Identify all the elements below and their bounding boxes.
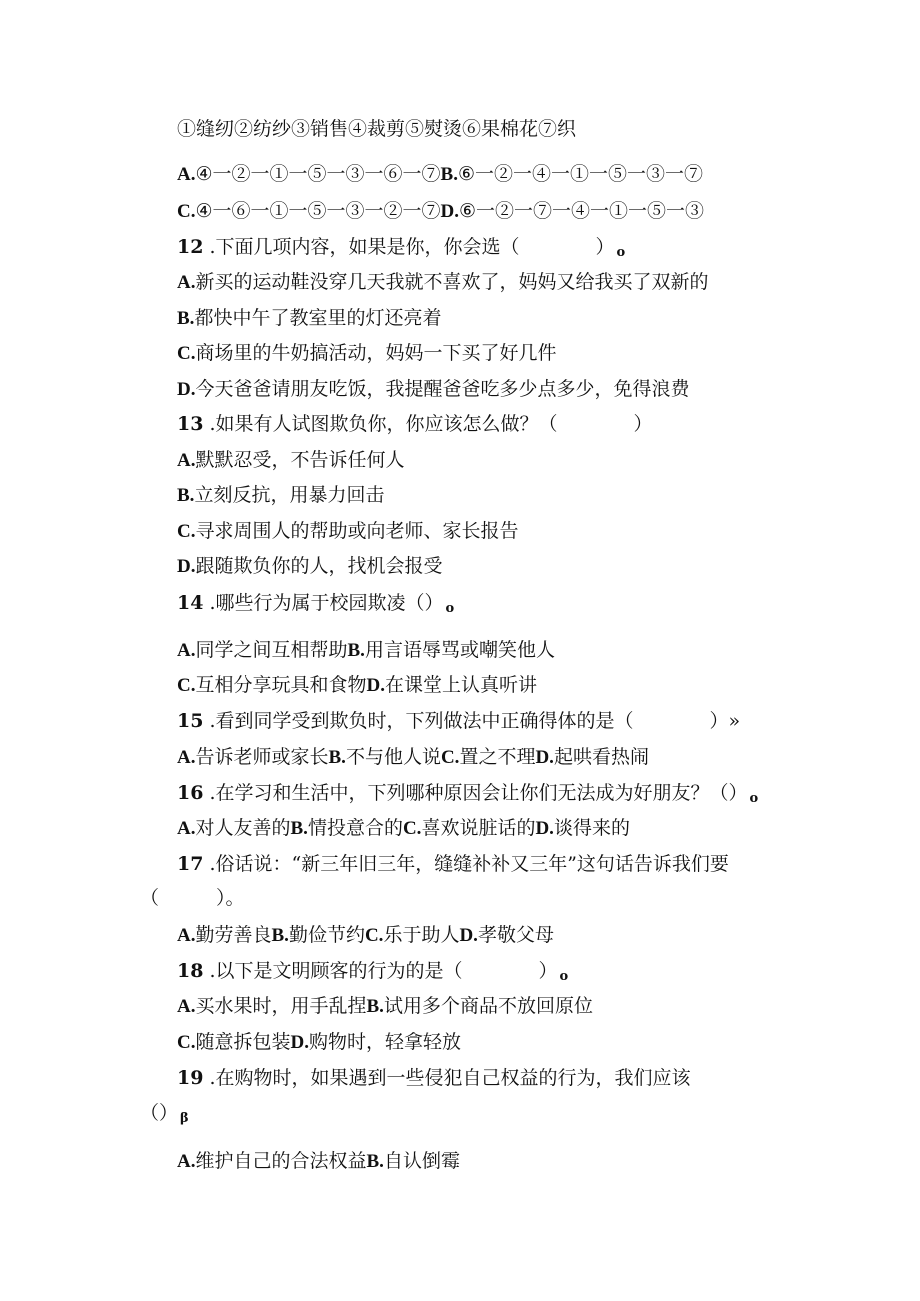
- q18-option-a: 买水果时，用手乱捏: [195, 995, 367, 1017]
- q16-tail: o: [749, 791, 759, 806]
- q18-tail: o: [559, 969, 569, 984]
- q18-option-c: 随意拆包装: [195, 1031, 291, 1053]
- option-b-label: B.: [347, 640, 365, 661]
- q13-stem: [177, 411, 653, 437]
- option-d-label: D.: [459, 925, 478, 946]
- q19-tail: β: [180, 1111, 189, 1126]
- option-c-label: C.: [364, 925, 384, 946]
- q17-option-a: 勤劳善良: [195, 924, 272, 946]
- q17-stem: [177, 851, 729, 877]
- q14-tail: o: [445, 601, 455, 616]
- q13-text: .如果有人试图欺负你，你应该怎么做？（ ）: [209, 413, 653, 435]
- q17-option-b: 勤俭节约: [288, 924, 365, 946]
- option-b-label: B.: [271, 925, 289, 946]
- q19-number: 19: [177, 1067, 204, 1089]
- option-d-label: D.: [177, 556, 196, 577]
- option-a-label: A.: [177, 640, 196, 661]
- process-steps-line: ①缝纫②纺纱③销售④裁剪⑤熨烫⑥果棉花⑦织: [177, 118, 577, 140]
- option-a-label: A.: [177, 925, 196, 946]
- q17-number: 17: [177, 853, 204, 875]
- q17-options: [177, 922, 554, 949]
- q13-option-b: 立刻反抗，用暴力回击: [194, 484, 385, 506]
- option-a-label: A.: [177, 450, 196, 471]
- q16-option-c: 喜欢说脏话的: [421, 817, 536, 839]
- q19-option-b: 自认倒霉: [383, 1150, 460, 1172]
- q18-stem: [177, 958, 568, 990]
- q12-option-d: 今天爸爸请朋友吃饭，我提醒爸爸吃多少点多少，免得浪费: [195, 378, 690, 400]
- option-d-label: D.: [535, 747, 554, 768]
- q16-options: [177, 815, 630, 842]
- option-b-label: B.: [328, 747, 346, 768]
- q19-option-a: 维护自己的合法权益: [195, 1150, 367, 1172]
- q16-number: 16: [177, 782, 204, 804]
- q12-option-b: 都快中午了教室里的灯还亮着: [194, 307, 442, 329]
- q14-options-ab: [177, 637, 555, 664]
- q15-option-a: 告诉老师或家长: [195, 746, 329, 768]
- q12-tail: o: [616, 245, 626, 260]
- q13-option-c: 寻求周围人的帮助或向老师、家长报告: [195, 520, 519, 542]
- option-a-label: A.: [177, 747, 196, 768]
- q13-option-d-line: [177, 553, 443, 580]
- q15-stem: [177, 708, 740, 734]
- option-c-label: C.: [177, 201, 196, 222]
- q13-option-c-line: [177, 518, 519, 545]
- q14-options-cd: [177, 672, 537, 699]
- option-c-label: C.: [440, 747, 460, 768]
- q19-cont: （）: [140, 1102, 179, 1124]
- option-b-label: B.: [366, 1151, 384, 1172]
- q13-number: 13: [177, 413, 204, 435]
- option-d-label: D.: [440, 201, 460, 222]
- q18-options-cd: [177, 1029, 461, 1056]
- option-a-label: A.: [177, 272, 196, 293]
- q12-option-c-line: [177, 340, 557, 367]
- q18-number: 18: [177, 960, 204, 982]
- q14-stem: [177, 590, 454, 622]
- option-a-label: A.: [177, 996, 196, 1017]
- q14-text: .哪些行为属于校园欺凌（）: [209, 592, 444, 614]
- q14-number: 14: [177, 592, 204, 614]
- q12-option-d-line: [177, 376, 690, 403]
- q13-option-d: 跟随欺负你的人，找机会报受: [195, 555, 443, 577]
- q15-options: [177, 744, 649, 771]
- q12-option-a-line: [177, 269, 709, 296]
- q11-options-cd: [177, 198, 704, 225]
- q16-option-a: 对人友善的: [195, 817, 291, 839]
- option-d-label: D.: [290, 1032, 309, 1053]
- q16-option-b: 情投意合的: [307, 817, 403, 839]
- option-c-label: C.: [402, 818, 422, 839]
- option-a-label: A.: [177, 164, 196, 185]
- option-b-label: B.: [290, 818, 308, 839]
- option-b-label: B.: [440, 164, 458, 185]
- option-c-label: C.: [177, 521, 196, 542]
- q12-option-b-line: [177, 305, 441, 332]
- q15-number: 15: [177, 710, 204, 732]
- option-c-label: C.: [177, 343, 196, 364]
- q11-option-a: ④一②一①一⑤一③一⑥一⑦: [195, 163, 441, 185]
- q12-option-c: 商场里的牛奶搞活动，妈妈一下买了好几件: [195, 342, 557, 364]
- q18-text: .以下是文明顾客的行为的是（ ）: [209, 960, 558, 982]
- option-d-label: D.: [535, 818, 554, 839]
- q18-option-d: 购物时，轻拿轻放: [308, 1031, 461, 1053]
- q14-option-d: 在课堂上认真听讲: [384, 674, 537, 696]
- q13-option-b-line: [177, 482, 384, 509]
- q17-option-d: 孝敬父母: [477, 924, 554, 946]
- q13-option-a-line: [177, 447, 405, 474]
- q11-options-ab: [177, 161, 703, 188]
- q12-option-a: 新买的运动鞋没穿几天我就不喜欢了，妈妈又给我买了双新的: [195, 271, 709, 293]
- q16-stem: [177, 780, 758, 812]
- q16-option-d: 谈得来的: [553, 817, 630, 839]
- q11-option-b: ⑥一②一④一①一⑤一③一⑦: [457, 163, 704, 185]
- q19-stem: [177, 1065, 691, 1091]
- q17-text: .俗话说：“新三年旧三年，缝缝补补又三年”这句话告诉我们要: [209, 853, 729, 875]
- option-c-label: C.: [177, 1032, 196, 1053]
- option-a-label: A.: [177, 1151, 196, 1172]
- q18-options-ab: [177, 993, 593, 1020]
- q13-option-a: 默默忍受，不告诉任何人: [195, 449, 405, 471]
- q15-text: .看到同学受到欺负时，下列做法中正确得体的是（ ）»: [209, 710, 741, 732]
- q15-option-d: 起哄看热闹: [553, 746, 649, 768]
- option-b-label: B.: [177, 308, 195, 329]
- option-d-label: D.: [366, 675, 385, 696]
- q15-option-b: 不与他人说: [345, 746, 441, 768]
- q12-stem: [177, 234, 625, 266]
- option-a-label: A.: [177, 818, 196, 839]
- q15-option-c: 置之不理: [459, 746, 536, 768]
- option-c-label: C.: [177, 675, 196, 696]
- option-b-label: B.: [366, 996, 384, 1017]
- option-b-label: B.: [177, 485, 195, 506]
- q16-text: .在学习和生活中，下列哪种原因会让你们无法成为好朋友？（）: [209, 782, 748, 804]
- q19-text: .在购物时，如果遇到一些侵犯自己权益的行为，我们应该: [209, 1067, 691, 1089]
- q19-stem-cont: [140, 1100, 189, 1132]
- q17-option-c: 乐于助人: [383, 924, 460, 946]
- q14-option-c: 互相分享玩具和食物: [195, 674, 367, 696]
- q11-option-c: ④一⑥一①一⑤一③一②一⑦: [195, 200, 441, 222]
- q18-option-b: 试用多个商品不放回原位: [383, 995, 593, 1017]
- q12-text: .下面几项内容，如果是你，你会选（ ）: [209, 236, 615, 258]
- q14-option-b: 用言语辱骂或嘲笑他人: [364, 639, 555, 661]
- option-d-label: D.: [177, 379, 196, 400]
- q17-stem-cont: （ ）。: [140, 887, 245, 909]
- q12-number: 12: [177, 236, 204, 258]
- q19-options: [177, 1148, 460, 1175]
- q14-option-a: 同学之间互相帮助: [195, 639, 348, 661]
- q11-option-d: ⑥一②一⑦一④一①一⑤一③: [459, 200, 705, 222]
